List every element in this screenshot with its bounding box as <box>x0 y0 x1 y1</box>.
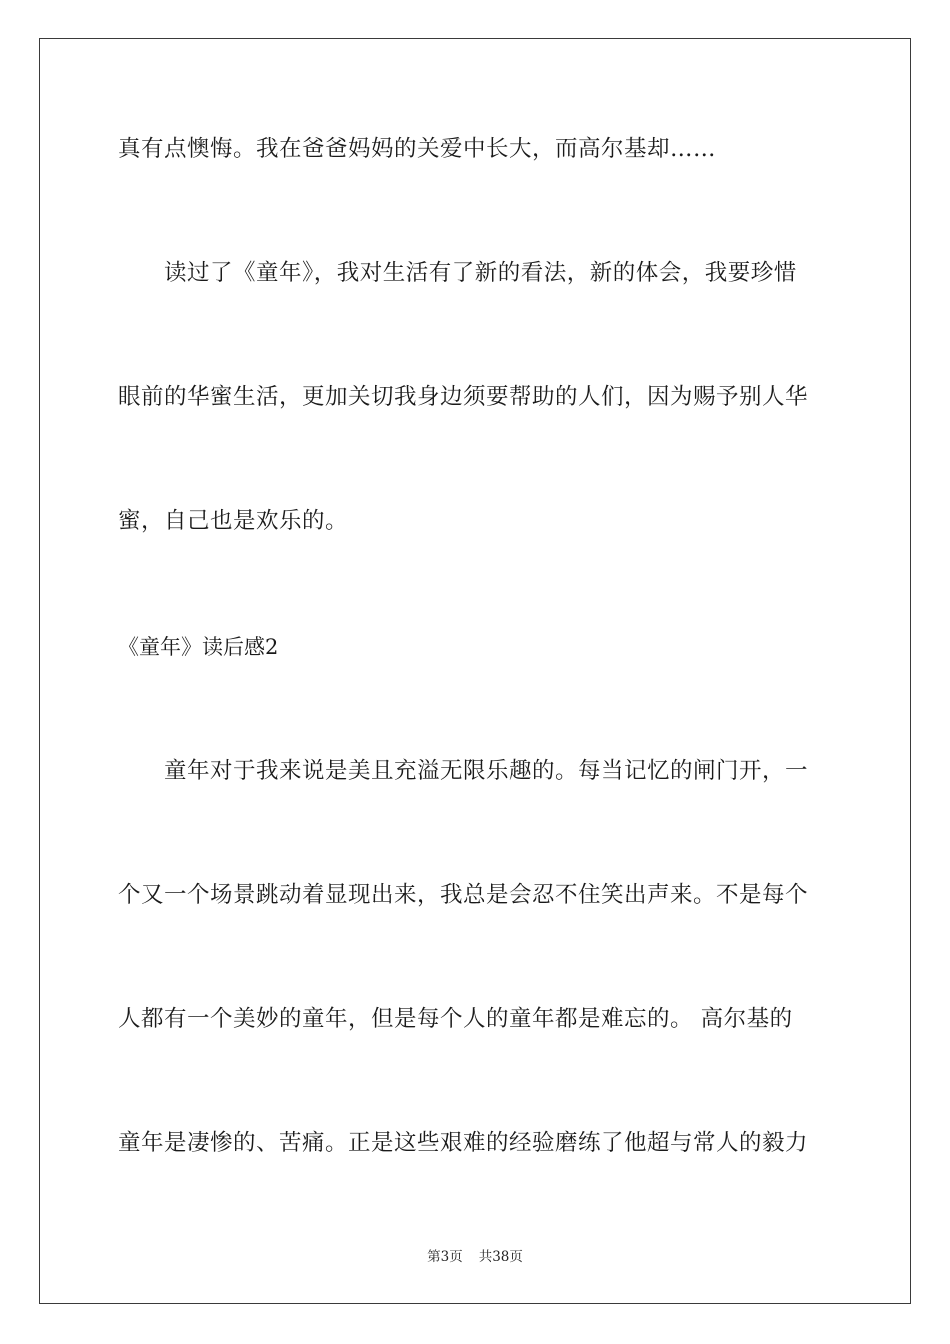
paragraph-line-5: 童年对于我来说是美且充溢无限乐趣的。每当记忆的闸门开，一 <box>164 758 809 784</box>
page-total: 共38页 <box>478 1249 523 1265</box>
paragraph-line-4: 蜜，自己也是欢乐的。 <box>118 508 349 534</box>
section-heading: 《童年》读后感2 <box>118 635 279 659</box>
paragraph-line-6: 个又一个场景跳动着显现出来，我总是会忍不住笑出声来。不是每个 <box>118 882 809 908</box>
paragraph-line-7: 人都有一个美妙的童年，但是每个人的童年都是难忘的。 高尔基的 <box>118 1006 793 1032</box>
paragraph-line-2: 读过了《童年》，我对生活有了新的看法，新的体会，我要珍惜 <box>164 260 797 286</box>
paragraph-line-8: 童年是凄惨的、苦痛。正是这些艰难的经验磨练了他超与常人的毅力 <box>118 1130 809 1156</box>
page-footer <box>0 1248 950 1266</box>
page-border <box>39 38 911 1304</box>
paragraph-line-1: 真有点懊悔。我在爸爸妈妈的关爱中长大，而高尔基却…… <box>118 136 717 162</box>
paragraph-line-3: 眼前的华蜜生活，更加关切我身边须要帮助的人们，因为赐予别人华 <box>118 384 809 410</box>
page-number: 第3页 <box>427 1249 463 1265</box>
